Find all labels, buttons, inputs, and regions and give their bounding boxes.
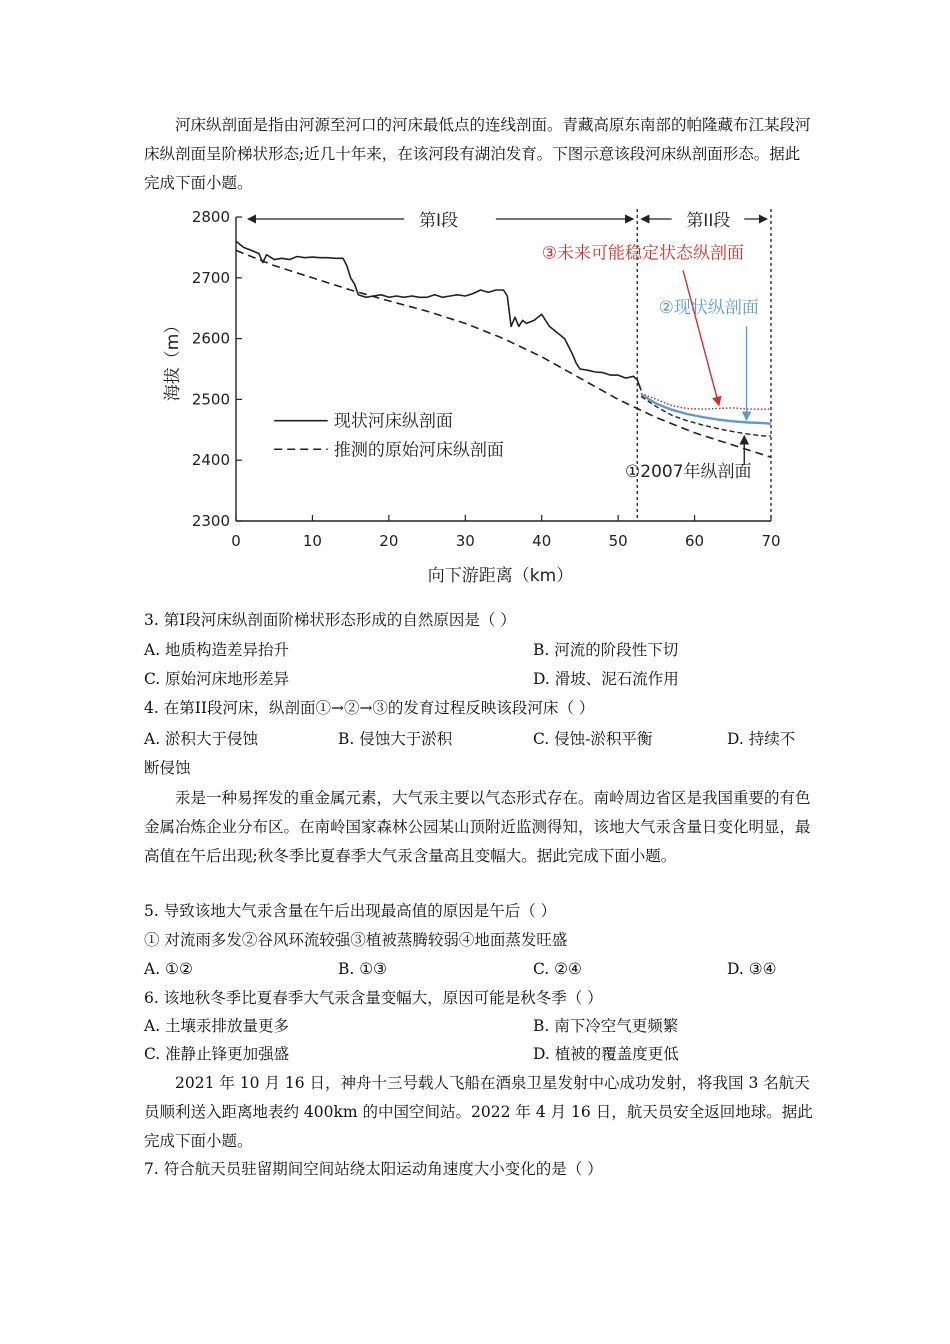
question-5-stem: 5. 导致该地大气汞含量在午后出现最高值的原因是午后（ ） [144, 902, 557, 920]
annotation-2007-profile: ①2007年纵剖面 [625, 462, 752, 483]
q6-option-d: D. 植被的覆盖度更低 [533, 1045, 679, 1063]
q5-option-c: C. ②④ [533, 960, 582, 978]
chart-series [236, 241, 771, 457]
y-tick-label: 2500 [191, 390, 230, 409]
segment2-label: 第II段 [686, 211, 731, 231]
x-axis-label: 向下游距离（km） [427, 566, 574, 586]
q4-option-a: A. 淤积大于侵蚀 [144, 730, 259, 748]
y-tick-label: 2400 [191, 451, 230, 470]
q3-option-a: A. 地质构造差异抬升 [144, 641, 290, 659]
intro-paragraph-space: 2021 年 10 月 16 日，神舟十三号载人飞船在酒泉卫星发射中心成功发射，将我国 3 名航天员顺利送入距离地表约 400km 的中国空间站。2022 年 4 月 16 日，航天员安全返回地球。据此完成下面小题。 [144, 1074, 813, 1150]
question-6-stem: 6. 该地秋冬季比夏春季大气汞含量变幅大，原因可能是秋冬季（ ） [144, 989, 603, 1007]
annotation-future-arrow [683, 271, 719, 406]
q3-option-d: D. 滑坡、泥石流作用 [533, 670, 679, 688]
river-profile-chart [148, 204, 788, 589]
chart-labels [274, 211, 759, 482]
q4-option-d: D. 持续不 [727, 730, 796, 748]
series-future-stable-profile [641, 393, 771, 409]
y-tick-label: 2700 [191, 268, 230, 287]
intro-paragraph-mercury: 汞是一种易挥发的重金属元素，大气汞主要以气态形式存在。南岭周边省区是我国重要的有色金属冶炼企业分布区。在南岭国家森林公园某山顶附近监测得知，该地大气汞含量日变化明显，最高值在午后出现;秋冬季比夏春季大气汞含量高且变幅大。据此完成下面小题。 [144, 789, 811, 865]
question-4-stem: 4. 在第II段河床，纵剖面①→②→③的发育过程反映该段河床（ ） [144, 699, 595, 717]
question-7-stem: 7. 符合航天员驻留期间空间站绕太阳运动角速度大小变化的是（ ） [144, 1160, 603, 1178]
q6-option-b: B. 南下冷空气更频繁 [533, 1017, 679, 1035]
y-tick-label: 2300 [191, 512, 230, 530]
question-3-stem: 3. 第I段河床纵剖面阶梯状形态形成的自然原因是（ ） [144, 611, 516, 629]
x-tick-label: 20 [379, 532, 399, 550]
q3-option-c: C. 原始河床地形差异 [144, 670, 290, 688]
q5-option-b: B. ①③ [338, 960, 388, 978]
q4-option-b: B. 侵蚀大于淤积 [338, 730, 453, 748]
intro-paragraph-river: 河床纵剖面是指由河源至河口的河床最低点的连线剖面。青藏高原东南部的帕隆藏布江某段河床纵剖面呈阶梯状形态;近几十年来，在该河段有湖泊发育。下图示意该段河床纵剖面形态。据此完成下面小题。 [144, 116, 811, 192]
legend-label-original: 推测的原始河床纵剖面 [333, 440, 504, 461]
segment1-label: 第I段 [419, 211, 459, 231]
legend-label-current: 现状河床纵剖面 [333, 411, 453, 432]
q5-items: ① 对流雨多发②谷风环流较强③植被蒸腾较弱④地面蒸发旺盛 [144, 931, 568, 949]
chart-axes [163, 208, 781, 586]
q6-option-a: A. 土壤汞排放量更多 [144, 1017, 290, 1035]
x-tick-label: 50 [608, 532, 628, 550]
x-tick-label: 30 [455, 532, 475, 550]
series-current-profile [236, 241, 641, 390]
x-tick-label: 0 [231, 532, 241, 550]
q5-option-d: D. ③④ [727, 960, 777, 978]
y-tick-label: 2800 [191, 208, 230, 226]
q5-option-a: A. ①② [144, 960, 193, 978]
y-axis-label: 海拔（m） [163, 316, 183, 402]
annotation-future-profile: ③未来可能稳定状态纵剖面 [541, 243, 744, 264]
q4-option-d-continued: 断侵蚀 [144, 759, 191, 777]
series-original-profile [236, 250, 771, 457]
q6-option-c: C. 准静止锋更加强盛 [144, 1045, 290, 1063]
q4-option-c: C. 侵蚀-淤积平衡 [533, 730, 653, 748]
x-tick-label: 70 [761, 532, 781, 550]
x-tick-label: 40 [532, 532, 552, 550]
y-tick-label: 2600 [191, 329, 230, 348]
annotation-present-profile: ②现状纵剖面 [658, 298, 759, 319]
series-2007-profile [641, 396, 771, 436]
q3-option-b: B. 河流的阶段性下切 [533, 641, 679, 659]
x-tick-label: 60 [685, 532, 705, 550]
x-tick-label: 10 [302, 532, 322, 550]
